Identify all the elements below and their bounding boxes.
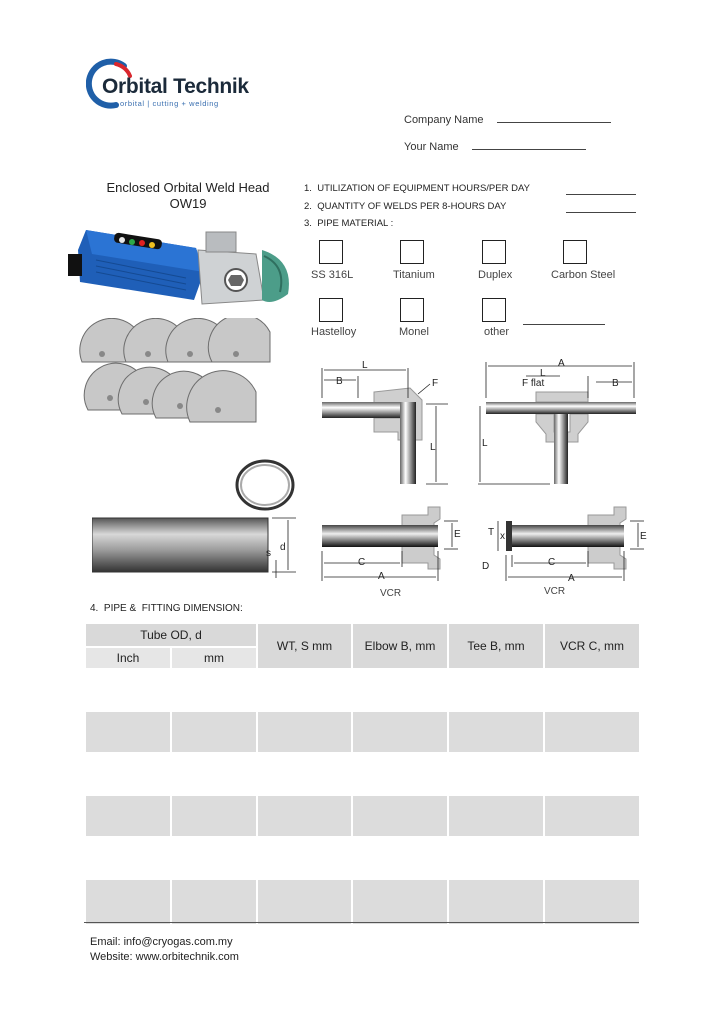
vcr2-label-e: E bbox=[640, 531, 647, 542]
question-2-num: 2. bbox=[304, 201, 312, 212]
cell-inch[interactable] bbox=[85, 753, 171, 795]
cell-inch[interactable] bbox=[85, 669, 171, 711]
cell-vcr[interactable] bbox=[544, 753, 640, 795]
pipe-label-s: s bbox=[266, 548, 271, 559]
question-3 bbox=[304, 218, 393, 229]
dimension-table bbox=[84, 622, 641, 926]
cell-inch[interactable] bbox=[85, 879, 171, 925]
cell-elbow[interactable] bbox=[352, 837, 448, 879]
your-name-line[interactable] bbox=[472, 139, 586, 150]
cell-mm[interactable] bbox=[171, 879, 257, 925]
cell-mm[interactable] bbox=[171, 711, 257, 753]
tee-label-l: L bbox=[540, 368, 546, 379]
brand-name: Orbital Technik bbox=[102, 75, 249, 98]
company-name-label: Company Name bbox=[404, 114, 484, 126]
cell-vcr[interactable] bbox=[544, 837, 640, 879]
question-1-answer-line[interactable] bbox=[566, 184, 636, 195]
cell-elbow[interactable] bbox=[352, 753, 448, 795]
cell-vcr[interactable] bbox=[544, 795, 640, 837]
cell-wt[interactable] bbox=[257, 711, 352, 753]
cell-elbow[interactable] bbox=[352, 795, 448, 837]
material-hastelloy-label: Hastelloy bbox=[311, 326, 357, 338]
cell-wt[interactable] bbox=[257, 753, 352, 795]
table-row[interactable] bbox=[85, 795, 640, 837]
question-1-text: UTILIZATION OF EQUIPMENT HOURS/PER DAY bbox=[317, 183, 530, 194]
material-other-label: other bbox=[484, 326, 510, 338]
cell-inch[interactable] bbox=[85, 837, 171, 879]
section-4-title: 4. PIPE & FITTING DIMENSION: bbox=[90, 603, 243, 614]
table-row[interactable] bbox=[85, 837, 640, 879]
checkbox-ss316l[interactable] bbox=[319, 240, 343, 264]
elbow-label-l: L bbox=[362, 360, 368, 371]
elbow-label-b: B bbox=[336, 376, 343, 387]
material-duplex-label: Duplex bbox=[478, 269, 513, 281]
cell-mm[interactable] bbox=[171, 753, 257, 795]
header-inch: Inch bbox=[85, 647, 171, 669]
cell-mm[interactable] bbox=[171, 837, 257, 879]
cell-vcr[interactable] bbox=[544, 669, 640, 711]
cell-elbow[interactable] bbox=[352, 879, 448, 925]
material-carbon-steel-label: Carbon Steel bbox=[551, 269, 616, 281]
tee-label-l2: L bbox=[482, 438, 488, 449]
cell-mm[interactable] bbox=[171, 669, 257, 711]
cell-tee[interactable] bbox=[448, 795, 544, 837]
cell-inch[interactable] bbox=[85, 711, 171, 753]
pipe-tube-image bbox=[92, 510, 302, 580]
pipe-ring-image bbox=[232, 455, 298, 515]
tee-label-a: A bbox=[558, 358, 565, 369]
header-elbow: Elbow B, mm bbox=[352, 623, 448, 669]
vcr2-label-c: C bbox=[548, 557, 556, 568]
your-name-label: Your Name bbox=[404, 141, 459, 153]
footer bbox=[90, 935, 239, 965]
cell-tee[interactable] bbox=[448, 711, 544, 753]
header-tube-od: Tube OD, d bbox=[85, 623, 257, 647]
table-row[interactable] bbox=[85, 669, 640, 711]
vcr2-label-d: D bbox=[482, 561, 490, 572]
question-3-num: 3. bbox=[304, 218, 312, 229]
question-2-text: QUANTITY OF WELDS PER 8-HOURS DAY bbox=[317, 201, 507, 212]
question-1 bbox=[304, 183, 530, 194]
table-row[interactable] bbox=[85, 753, 640, 795]
cell-elbow[interactable] bbox=[352, 669, 448, 711]
collets-image bbox=[78, 318, 278, 438]
checkbox-monel[interactable] bbox=[400, 298, 424, 322]
weld-head-image bbox=[66, 220, 306, 320]
vcr1-caption: VCR bbox=[380, 588, 402, 599]
vcr-diagram-1 bbox=[318, 505, 468, 585]
header-wt: WT, S mm bbox=[257, 623, 352, 669]
vcr2-label-a: A bbox=[568, 573, 575, 584]
checkbox-other[interactable] bbox=[482, 298, 506, 322]
header-tee: Tee B, mm bbox=[448, 623, 544, 669]
cell-wt[interactable] bbox=[257, 795, 352, 837]
company-name-field[interactable] bbox=[404, 112, 611, 126]
elbow-label-f: F bbox=[432, 378, 439, 389]
pipe-label-d: d bbox=[280, 542, 286, 553]
question-3-text: PIPE MATERIAL : bbox=[317, 218, 394, 229]
product-title-line2: OW19 bbox=[169, 196, 207, 211]
cell-vcr[interactable] bbox=[544, 711, 640, 753]
cell-mm[interactable] bbox=[171, 795, 257, 837]
table-row[interactable] bbox=[85, 711, 640, 753]
cell-tee[interactable] bbox=[448, 669, 544, 711]
company-name-line[interactable] bbox=[497, 112, 611, 123]
tee-label-fflat: F flat bbox=[522, 378, 545, 389]
material-titanium-label: Titanium bbox=[393, 269, 435, 281]
checkbox-duplex[interactable] bbox=[482, 240, 506, 264]
question-1-num: 1. bbox=[304, 183, 312, 194]
elbow-diagram bbox=[318, 358, 458, 488]
vcr2-caption: VCR bbox=[544, 586, 566, 597]
checkbox-hastelloy[interactable] bbox=[319, 298, 343, 322]
question-2 bbox=[304, 201, 506, 212]
material-ss316l-label: SS 316L bbox=[311, 269, 354, 281]
tee-label-b: B bbox=[612, 378, 619, 389]
cell-vcr[interactable] bbox=[544, 879, 640, 925]
tee-diagram bbox=[478, 358, 638, 488]
cell-tee[interactable] bbox=[448, 753, 544, 795]
cell-inch[interactable] bbox=[85, 795, 171, 837]
your-name-field[interactable] bbox=[404, 139, 586, 153]
cell-wt[interactable] bbox=[257, 879, 352, 925]
product-title-line1: Enclosed Orbital Weld Head bbox=[106, 180, 270, 195]
product-title bbox=[86, 180, 290, 212]
header-mm: mm bbox=[171, 647, 257, 669]
checkbox-carbon-steel[interactable] bbox=[563, 240, 587, 264]
brand-tagline: orbital | cutting + welding bbox=[120, 99, 219, 108]
vcr2-label-t: T bbox=[488, 527, 495, 538]
vcr1-label-a: A bbox=[378, 571, 385, 582]
footer-email[interactable]: Email: info@cryogas.com.my bbox=[90, 936, 233, 948]
cell-wt[interactable] bbox=[257, 669, 352, 711]
footer-website[interactable]: Website: www.orbitechnik.com bbox=[90, 951, 239, 963]
cell-tee[interactable] bbox=[448, 879, 544, 925]
cell-wt[interactable] bbox=[257, 837, 352, 879]
vcr1-label-c: C bbox=[358, 557, 366, 568]
header-vcr: VCR C, mm bbox=[544, 623, 640, 669]
logo bbox=[86, 58, 256, 113]
vcr2-label-x: x bbox=[500, 531, 505, 542]
vcr1-label-e: E bbox=[454, 529, 461, 540]
cell-elbow[interactable] bbox=[352, 711, 448, 753]
vcr-diagram-2 bbox=[478, 505, 648, 585]
other-material-line[interactable] bbox=[523, 314, 605, 325]
cell-tee[interactable] bbox=[448, 837, 544, 879]
table-bottom-rule bbox=[84, 922, 639, 923]
elbow-label-l2: L bbox=[430, 442, 436, 453]
material-monel-label: Monel bbox=[399, 326, 429, 338]
checkbox-titanium[interactable] bbox=[400, 240, 424, 264]
question-2-answer-line[interactable] bbox=[566, 202, 636, 213]
table-row[interactable] bbox=[85, 879, 640, 925]
